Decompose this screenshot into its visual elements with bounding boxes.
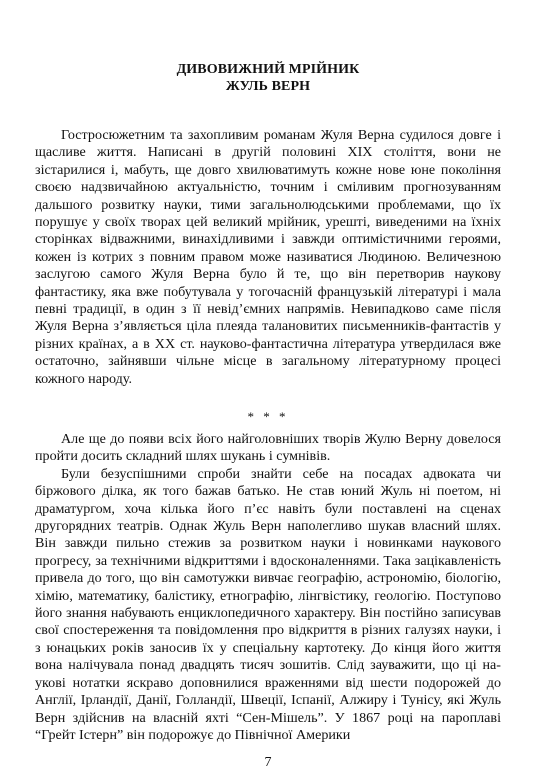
chapter-title: ДИВОВИЖНИЙ МРІЙНИК [176, 62, 360, 77]
intro-section [35, 127, 501, 388]
intro-paragraph: Гостросюжетним та захопливим романам Жуля Верна судилося довге і щасливе життя. Написані в другій половині XIX століття, вони не зістарилися і, мабуть, ще довго хвилюватимуть кожне нове юне покоління своєю надзвичайною актуальністю, точним і сміливим прогнозуванням дальшого розвитку науки, тими загальнолюдськими проблемами, що їх порушує у своїх творах цей великий мрійник, урешті, виведеними на їхніх сторінках відважними, винахідливими і завжди оптимістичними героями, кожен із котрих з повним правом може називатися Людиною. Величезною заслугою самого Жуля Верна було й те, що він перетворив наукову фантастику, яка вже побутувала у тогочасній французькій літературі і мала певні традиції, в один з її невід’ємних напрямів. Невипадково саме після Жуля Верна з’являється ціла плеяда талановитих письменників-фантастів у різних країнах, а в XX ст. науково-фантастична література утвердилася вже остаточно, зайнявши чільне місце в загальному літературному процесі кожного народу. [35, 127, 501, 387]
section-separator: * * * [247, 409, 289, 424]
biography-paragraph: Але ще до появи всіх його найголовніших творів Жулю Верну довелося пройти досить складний шлях шукань і сумнівів. [35, 431, 501, 465]
chapter-heading [0, 61, 536, 95]
biography-paragraph: Були безуспішними спроби знайти себе на посадах адвоката чи біржового ділка, як того бажав батько. Не став юний Жуль ні поетом, ні драматургом, хоча кілька його п’єс навіть були поставлені на сценах другорядних театрів. Однак Жуль Верн наполегливо шукав власний шлях. Він завжди пильно стежив за розвитком науки і новинками наукового прогресу, за технічними відкриттями і вдосконаленнями. Така зацікавленість привела до того, що він самотужки вивчає географію, астрономію, біологію, хімію, математику, балістику, етнографію, лінгвістику, геологію. Поступово його знання набувають енциклопедичного характеру. Він постійно записував свої спостереження та повідомлення про відкриття в різних галузях науки, і з юнацьких років заносив їх у спеціальну картотеку. До кінця його життя вона налічувала понад двадцять тисяч зошитів. Слід зауважити, що ці наукові нотатки яскраво доповнилися враженнями від шести подорожей до Англії, Ірландії, Данії, Голландії, Швеції, Іспанії, Алжиру і Тунісу, які Жуль Верн здійснив на власній яхті “Сен-Мішель”. У 1867 році на пароплаві “Грейт Істерн” він подорожує до Північної Америки [35, 465, 501, 743]
page-number: 7 [264, 755, 272, 770]
chapter-subtitle: ЖУЛЬ ВЕРН [225, 79, 311, 94]
biography-section [35, 431, 501, 744]
